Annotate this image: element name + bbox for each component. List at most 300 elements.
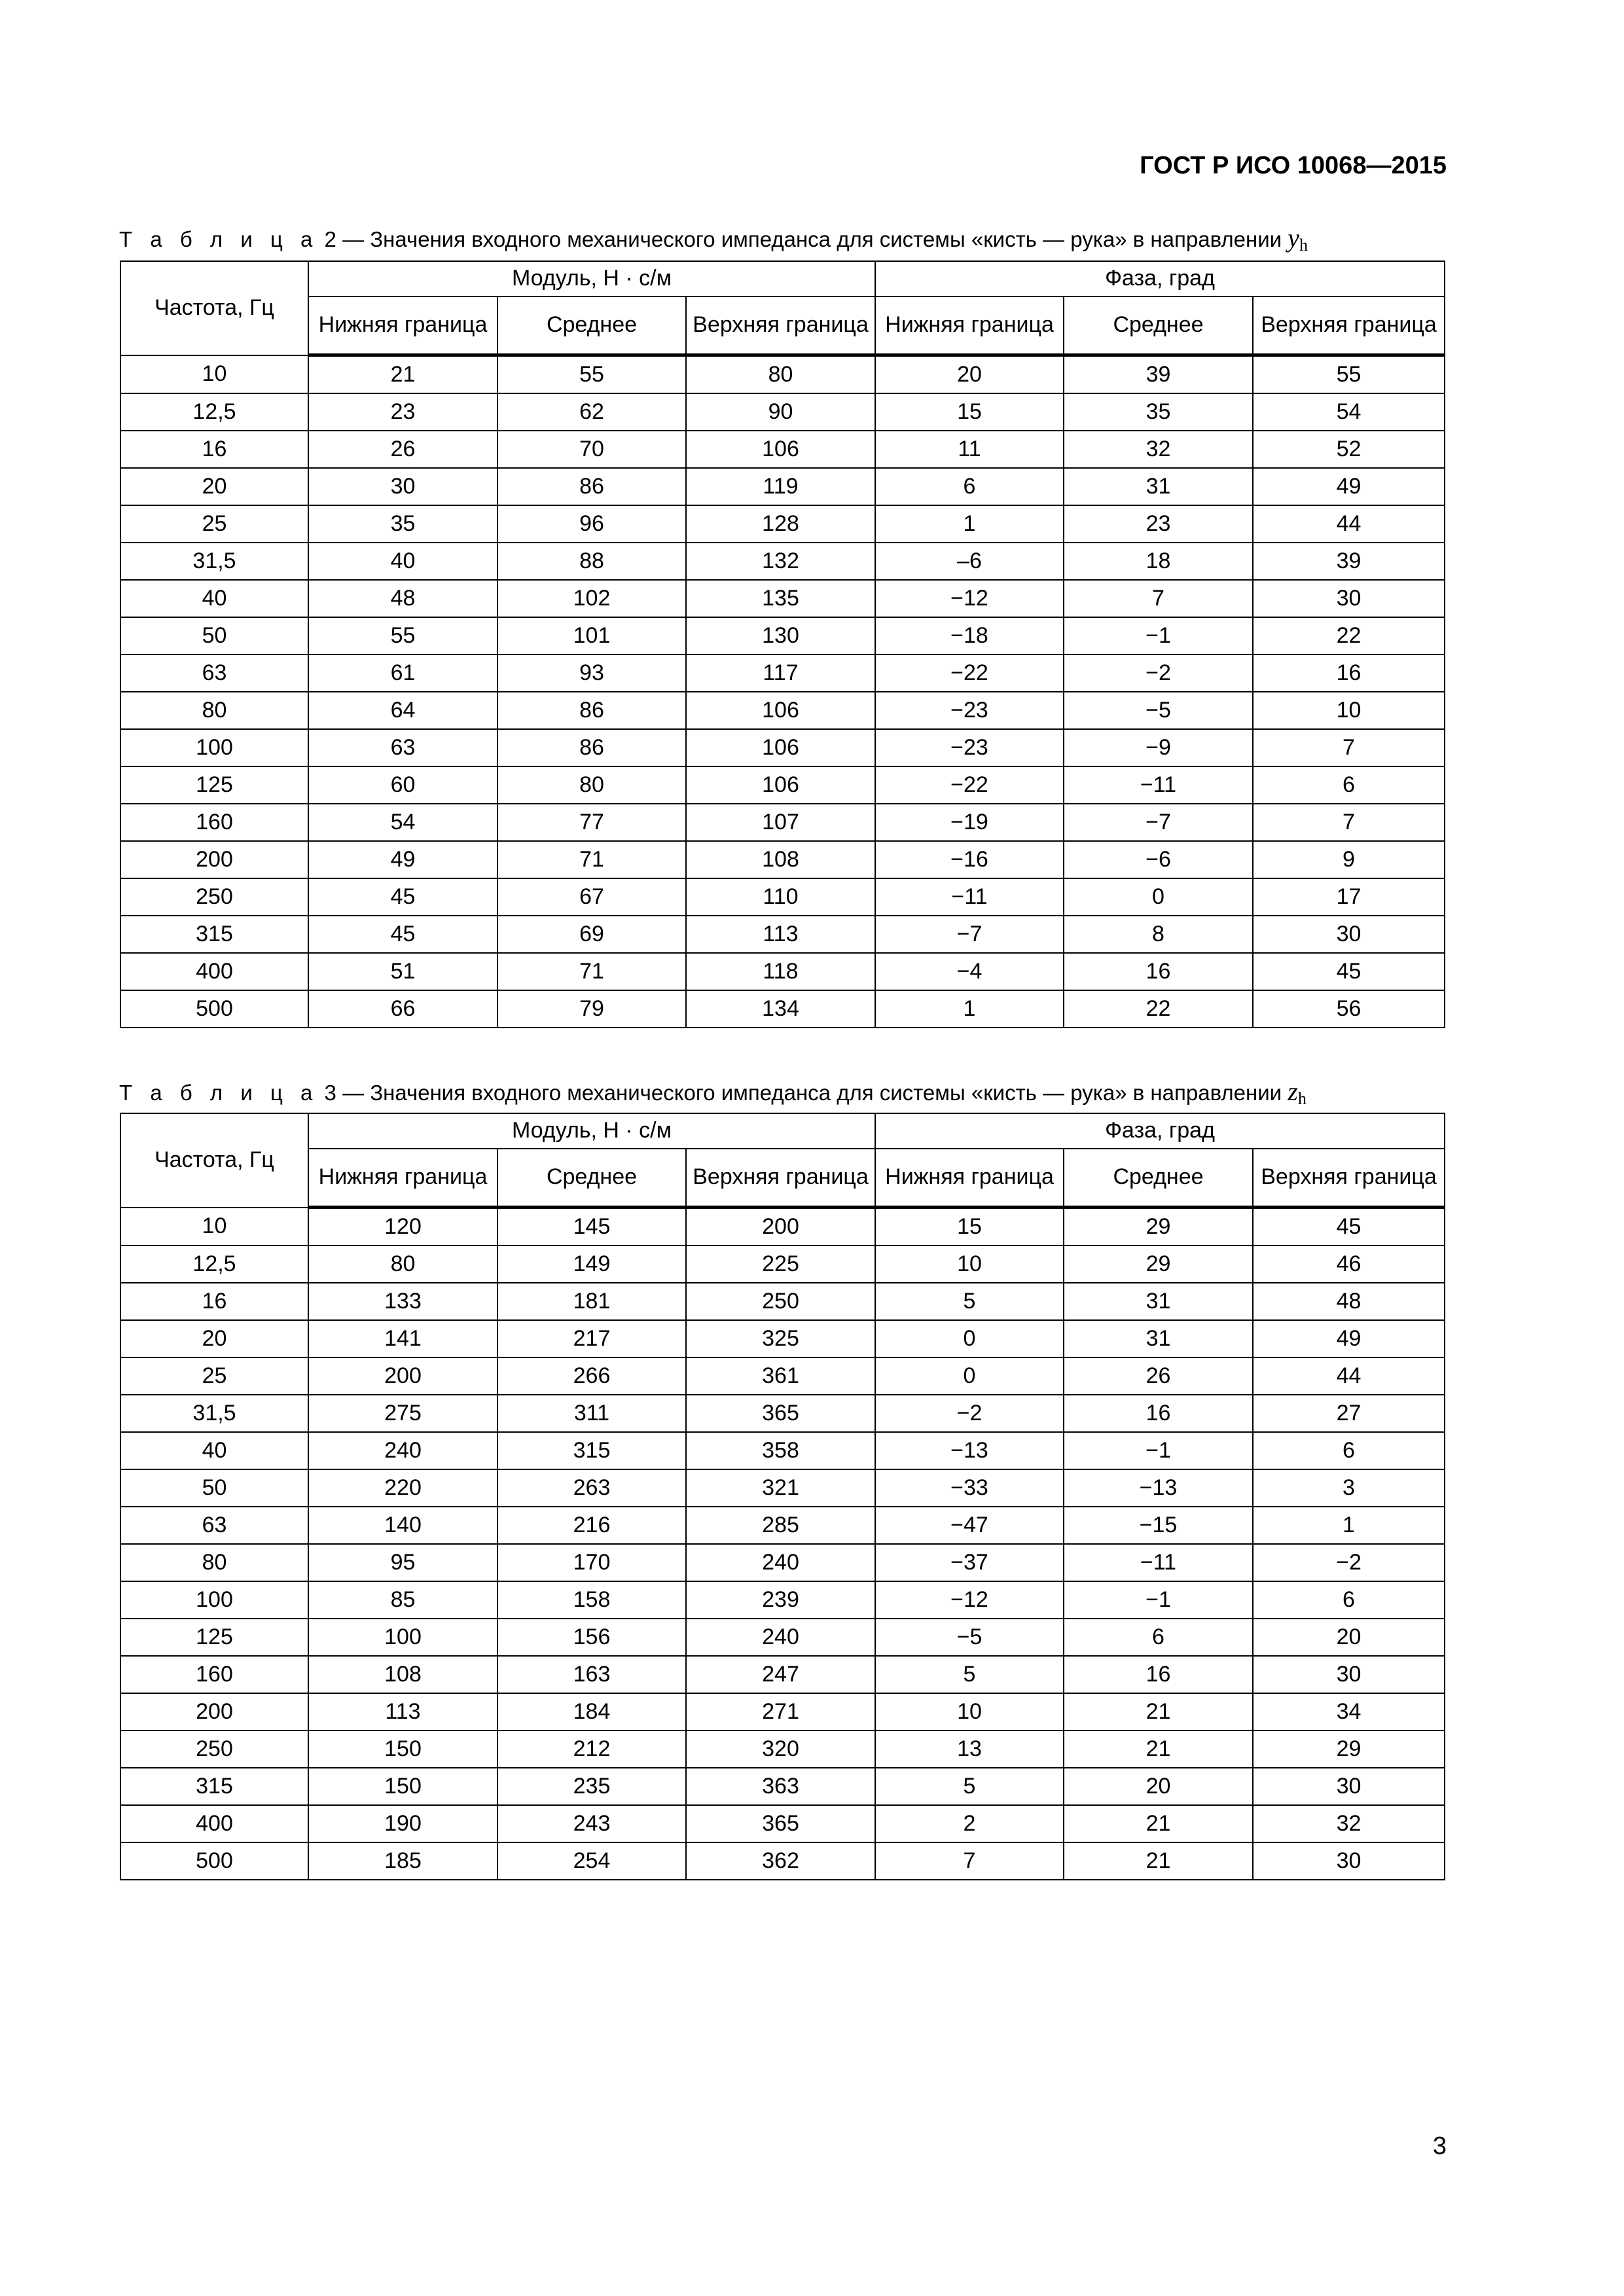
document-header: ГОСТ Р ИСО 10068—2015 bbox=[1140, 152, 1447, 179]
table-cell: 26 bbox=[1064, 1357, 1253, 1395]
table-cell: 27 bbox=[1253, 1395, 1445, 1432]
table-cell: 5 bbox=[875, 1283, 1064, 1320]
table-row bbox=[120, 1395, 1445, 1432]
table-cell: 3 bbox=[1253, 1469, 1445, 1507]
table-cell: 134 bbox=[686, 990, 875, 1028]
table-cell: 39 bbox=[1253, 543, 1445, 580]
page-number: 3 bbox=[1432, 2132, 1447, 2160]
table-cell: −15 bbox=[1064, 1507, 1253, 1544]
table-cell: 35 bbox=[308, 505, 497, 543]
table-label: Т а б л и ц а bbox=[119, 1081, 319, 1105]
table-cell: 79 bbox=[497, 990, 686, 1028]
table-cell: –6 bbox=[875, 543, 1064, 580]
table-row bbox=[120, 1283, 1445, 1320]
table-cell: 50 bbox=[120, 1469, 308, 1507]
table-cell: 7 bbox=[1253, 804, 1445, 841]
table-row bbox=[120, 990, 1445, 1028]
table-cell: 184 bbox=[497, 1693, 686, 1731]
table-cell: 361 bbox=[686, 1357, 875, 1395]
table-cell: 6 bbox=[1253, 766, 1445, 804]
table-row bbox=[120, 841, 1445, 878]
table-cell: −12 bbox=[875, 580, 1064, 617]
table-cell: 50 bbox=[120, 617, 308, 655]
table-cell: 21 bbox=[308, 355, 497, 394]
table-cell: 21 bbox=[1064, 1842, 1253, 1880]
table-cell: 16 bbox=[1064, 1656, 1253, 1693]
table-cell: 39 bbox=[1064, 355, 1253, 394]
table-cell: 62 bbox=[497, 393, 686, 431]
table-cell: 51 bbox=[308, 953, 497, 990]
table-cell: 40 bbox=[120, 580, 308, 617]
table-cell: 31,5 bbox=[120, 543, 308, 580]
table-row bbox=[120, 1768, 1445, 1805]
header-frequency: Частота, Гц bbox=[120, 261, 308, 355]
table-cell: 35 bbox=[1064, 393, 1253, 431]
table-cell: −5 bbox=[875, 1619, 1064, 1656]
table-cell: 315 bbox=[120, 1768, 308, 1805]
table-cell: 106 bbox=[686, 766, 875, 804]
table-row bbox=[120, 766, 1445, 804]
table-cell: −1 bbox=[1064, 1581, 1253, 1619]
table-cell: 12,5 bbox=[120, 1246, 308, 1283]
table-cell: 49 bbox=[1253, 1320, 1445, 1357]
table-cell: 311 bbox=[497, 1395, 686, 1432]
table-cell: 125 bbox=[120, 766, 308, 804]
table-cell: −13 bbox=[1064, 1469, 1253, 1507]
table-row bbox=[120, 468, 1445, 505]
table-cell: 20 bbox=[1253, 1619, 1445, 1656]
table-row bbox=[120, 878, 1445, 916]
table-cell: 45 bbox=[308, 916, 497, 953]
table-cell: 95 bbox=[308, 1544, 497, 1581]
header-phase-mean: Среднее bbox=[1064, 1149, 1253, 1208]
header-phase-lower: Нижняя граница bbox=[875, 1149, 1064, 1208]
table-cell: 220 bbox=[308, 1469, 497, 1507]
table-cell: 29 bbox=[1064, 1208, 1253, 1246]
table-cell: 54 bbox=[308, 804, 497, 841]
table-cell: 63 bbox=[308, 729, 497, 766]
table-cell: 32 bbox=[1064, 431, 1253, 468]
table-cell: 86 bbox=[497, 692, 686, 729]
table-cell: 48 bbox=[308, 580, 497, 617]
table-cell: 49 bbox=[1253, 468, 1445, 505]
table-cell: 31,5 bbox=[120, 1395, 308, 1432]
table-cell: 120 bbox=[308, 1208, 497, 1246]
table-cell: 365 bbox=[686, 1395, 875, 1432]
table-cell: 23 bbox=[1064, 505, 1253, 543]
table-caption-text: — Значения входного механического импеданса для системы «кисть — рука» в направлении bbox=[336, 227, 1288, 251]
table-row bbox=[120, 1320, 1445, 1357]
table-cell: −11 bbox=[1064, 1544, 1253, 1581]
table-cell: 100 bbox=[120, 729, 308, 766]
table-cell: 46 bbox=[1253, 1246, 1445, 1283]
header-modulus-mean: Среднее bbox=[497, 1149, 686, 1208]
table-row bbox=[120, 1507, 1445, 1544]
table-cell: 400 bbox=[120, 1805, 308, 1842]
direction-symbol: $z_h$ bbox=[1288, 1077, 1307, 1108]
table-cell: 100 bbox=[120, 1581, 308, 1619]
table-number: 2 bbox=[324, 227, 336, 251]
table-row bbox=[120, 1693, 1445, 1731]
table-row bbox=[120, 729, 1445, 766]
table-cell: 15 bbox=[875, 1208, 1064, 1246]
table-cell: 320 bbox=[686, 1731, 875, 1768]
table-cell: 63 bbox=[120, 1507, 308, 1544]
table-cell: 86 bbox=[497, 468, 686, 505]
table-row bbox=[120, 1469, 1445, 1507]
table-3-caption bbox=[119, 1076, 1307, 1109]
table-cell: 358 bbox=[686, 1432, 875, 1469]
table-2-caption bbox=[119, 223, 1308, 255]
table-cell: 90 bbox=[686, 393, 875, 431]
table-cell: 2 bbox=[875, 1805, 1064, 1842]
table-cell: 118 bbox=[686, 953, 875, 990]
table-cell: −13 bbox=[875, 1432, 1064, 1469]
table-cell: −11 bbox=[1064, 766, 1253, 804]
table-cell: 150 bbox=[308, 1731, 497, 1768]
table-cell: 106 bbox=[686, 692, 875, 729]
table-cell: 1 bbox=[1253, 1507, 1445, 1544]
table-cell: 275 bbox=[308, 1395, 497, 1432]
table-cell: −4 bbox=[875, 953, 1064, 990]
table-cell: 80 bbox=[686, 355, 875, 394]
table-cell: 365 bbox=[686, 1805, 875, 1842]
table-cell: 133 bbox=[308, 1283, 497, 1320]
table-cell: 113 bbox=[308, 1693, 497, 1731]
header-phase-upper: Верхняя граница bbox=[1253, 1149, 1445, 1208]
table-cell: 45 bbox=[1253, 953, 1445, 990]
table-cell: 266 bbox=[497, 1357, 686, 1395]
table-cell: 250 bbox=[120, 1731, 308, 1768]
header-phase-lower: Нижняя граница bbox=[875, 296, 1064, 355]
table-cell: −2 bbox=[875, 1395, 1064, 1432]
table-row bbox=[120, 1208, 1445, 1246]
table-cell: 110 bbox=[686, 878, 875, 916]
table-cell: 9 bbox=[1253, 841, 1445, 878]
table-cell: 149 bbox=[497, 1246, 686, 1283]
header-phase-mean: Среднее bbox=[1064, 296, 1253, 355]
table-row bbox=[120, 1731, 1445, 1768]
table-cell: 0 bbox=[875, 1320, 1064, 1357]
table-cell: −16 bbox=[875, 841, 1064, 878]
table-cell: 250 bbox=[686, 1283, 875, 1320]
header-phase-upper: Верхняя граница bbox=[1253, 296, 1445, 355]
table-cell: −1 bbox=[1064, 1432, 1253, 1469]
table-row bbox=[120, 804, 1445, 841]
table-cell: 16 bbox=[1064, 953, 1253, 990]
table-cell: 113 bbox=[686, 916, 875, 953]
table-cell: 67 bbox=[497, 878, 686, 916]
table-cell: −9 bbox=[1064, 729, 1253, 766]
impedance-table-z bbox=[120, 1113, 1445, 1880]
table-cell: 321 bbox=[686, 1469, 875, 1507]
table-cell: 45 bbox=[308, 878, 497, 916]
table-cell: 158 bbox=[497, 1581, 686, 1619]
table-cell: 16 bbox=[120, 1283, 308, 1320]
table-cell: 10 bbox=[120, 355, 308, 394]
table-cell: 315 bbox=[120, 916, 308, 953]
table-cell: 285 bbox=[686, 1507, 875, 1544]
table-cell: 10 bbox=[120, 1208, 308, 1246]
table-cell: 5 bbox=[875, 1768, 1064, 1805]
table-cell: 125 bbox=[120, 1619, 308, 1656]
table-cell: 30 bbox=[1253, 916, 1445, 953]
table-cell: 10 bbox=[875, 1246, 1064, 1283]
table-row bbox=[120, 431, 1445, 468]
table-cell: 71 bbox=[497, 841, 686, 878]
table-row bbox=[120, 916, 1445, 953]
table-row bbox=[120, 543, 1445, 580]
table-row bbox=[120, 1805, 1445, 1842]
table-cell: 216 bbox=[497, 1507, 686, 1544]
table-cell: −23 bbox=[875, 692, 1064, 729]
table-cell: −18 bbox=[875, 617, 1064, 655]
table-cell: 55 bbox=[308, 617, 497, 655]
table-cell: 135 bbox=[686, 580, 875, 617]
table-cell: 250 bbox=[120, 878, 308, 916]
header-frequency: Частота, Гц bbox=[120, 1113, 308, 1208]
table-cell: 45 bbox=[1253, 1208, 1445, 1246]
table-cell: 60 bbox=[308, 766, 497, 804]
table-cell: −2 bbox=[1064, 655, 1253, 692]
table-cell: 21 bbox=[1064, 1731, 1253, 1768]
table-cell: 160 bbox=[120, 804, 308, 841]
table-row bbox=[120, 1432, 1445, 1469]
table-cell: 100 bbox=[308, 1619, 497, 1656]
table-row bbox=[120, 1619, 1445, 1656]
table-cell: 16 bbox=[120, 431, 308, 468]
table-cell: 243 bbox=[497, 1805, 686, 1842]
table-cell: 30 bbox=[1253, 580, 1445, 617]
table-cell: 240 bbox=[686, 1544, 875, 1581]
table-cell: 18 bbox=[1064, 543, 1253, 580]
table-row bbox=[120, 1357, 1445, 1395]
table-cell: 190 bbox=[308, 1805, 497, 1842]
table-cell: 240 bbox=[308, 1432, 497, 1469]
table-row bbox=[120, 953, 1445, 990]
table-cell: 156 bbox=[497, 1619, 686, 1656]
table-cell: 141 bbox=[308, 1320, 497, 1357]
table-cell: 54 bbox=[1253, 393, 1445, 431]
header-phase: Фаза, град bbox=[875, 261, 1445, 296]
table-cell: −33 bbox=[875, 1469, 1064, 1507]
direction-symbol: $y_h$ bbox=[1288, 223, 1308, 255]
table-cell: 80 bbox=[120, 1544, 308, 1581]
table-cell: 200 bbox=[308, 1357, 497, 1395]
table-cell: 7 bbox=[1064, 580, 1253, 617]
table-cell: 6 bbox=[1253, 1581, 1445, 1619]
table-row bbox=[120, 580, 1445, 617]
table-cell: 30 bbox=[308, 468, 497, 505]
table-cell: 55 bbox=[497, 355, 686, 394]
table-cell: 271 bbox=[686, 1693, 875, 1731]
table-cell: −7 bbox=[875, 916, 1064, 953]
table-cell: 34 bbox=[1253, 1693, 1445, 1731]
table-cell: 362 bbox=[686, 1842, 875, 1880]
table-cell: 13 bbox=[875, 1731, 1064, 1768]
table-cell: 8 bbox=[1064, 916, 1253, 953]
table-cell: −23 bbox=[875, 729, 1064, 766]
table-cell: 185 bbox=[308, 1842, 497, 1880]
table-cell: 64 bbox=[308, 692, 497, 729]
table-cell: −22 bbox=[875, 766, 1064, 804]
table-row bbox=[120, 692, 1445, 729]
table-cell: 22 bbox=[1064, 990, 1253, 1028]
table-cell: 150 bbox=[308, 1768, 497, 1805]
table-cell: 200 bbox=[120, 841, 308, 878]
table-row bbox=[120, 505, 1445, 543]
table-cell: 212 bbox=[497, 1731, 686, 1768]
table-cell: 30 bbox=[1253, 1768, 1445, 1805]
table-cell: 10 bbox=[875, 1693, 1064, 1731]
table-cell: −47 bbox=[875, 1507, 1064, 1544]
table-cell: 6 bbox=[875, 468, 1064, 505]
table-cell: 181 bbox=[497, 1283, 686, 1320]
table-cell: 30 bbox=[1253, 1656, 1445, 1693]
header-phase: Фаза, град bbox=[875, 1113, 1445, 1149]
table-cell: 80 bbox=[497, 766, 686, 804]
table-row bbox=[120, 655, 1445, 692]
table-row bbox=[120, 1656, 1445, 1693]
table-cell: 77 bbox=[497, 804, 686, 841]
table-cell: 106 bbox=[686, 729, 875, 766]
table-row bbox=[120, 393, 1445, 431]
table-caption-text: — Значения входного механического импеданса для системы «кисть — рука» в направлении bbox=[336, 1081, 1288, 1105]
table-cell: 10 bbox=[1253, 692, 1445, 729]
table-cell: 21 bbox=[1064, 1693, 1253, 1731]
table-row bbox=[120, 355, 1445, 394]
table-cell: 225 bbox=[686, 1246, 875, 1283]
table-cell: 56 bbox=[1253, 990, 1445, 1028]
table-cell: 61 bbox=[308, 655, 497, 692]
table-label: Т а б л и ц а bbox=[119, 227, 319, 251]
header-modulus-mean: Среднее bbox=[497, 296, 686, 355]
table-cell: −19 bbox=[875, 804, 1064, 841]
table-cell: 40 bbox=[308, 543, 497, 580]
table-cell: 6 bbox=[1064, 1619, 1253, 1656]
table-cell: −6 bbox=[1064, 841, 1253, 878]
table-cell: 400 bbox=[120, 953, 308, 990]
table-cell: 44 bbox=[1253, 1357, 1445, 1395]
table-row bbox=[120, 617, 1445, 655]
table-cell: 200 bbox=[686, 1208, 875, 1246]
table-cell: −1 bbox=[1064, 617, 1253, 655]
table-cell: 31 bbox=[1064, 1283, 1253, 1320]
table-cell: 31 bbox=[1064, 1320, 1253, 1357]
table-cell: 40 bbox=[120, 1432, 308, 1469]
table-cell: 6 bbox=[1253, 1432, 1445, 1469]
table-cell: 16 bbox=[1064, 1395, 1253, 1432]
table-cell: 63 bbox=[120, 655, 308, 692]
table-cell: 119 bbox=[686, 468, 875, 505]
table-row bbox=[120, 1544, 1445, 1581]
table-cell: 29 bbox=[1064, 1246, 1253, 1283]
table-cell: 20 bbox=[120, 1320, 308, 1357]
table-cell: −5 bbox=[1064, 692, 1253, 729]
table-cell: 96 bbox=[497, 505, 686, 543]
table-cell: 52 bbox=[1253, 431, 1445, 468]
table-cell: 48 bbox=[1253, 1283, 1445, 1320]
table-cell: 128 bbox=[686, 505, 875, 543]
table-cell: −22 bbox=[875, 655, 1064, 692]
table-cell: 20 bbox=[120, 468, 308, 505]
table-cell: 7 bbox=[1253, 729, 1445, 766]
table-cell: 26 bbox=[308, 431, 497, 468]
table-cell: 0 bbox=[1064, 878, 1253, 916]
table-cell: 170 bbox=[497, 1544, 686, 1581]
table-cell: 71 bbox=[497, 953, 686, 990]
table-cell: 11 bbox=[875, 431, 1064, 468]
header-modulus: Модуль, Н · с/м bbox=[308, 261, 875, 296]
table-row bbox=[120, 1246, 1445, 1283]
table-cell: 12,5 bbox=[120, 393, 308, 431]
table-cell: 363 bbox=[686, 1768, 875, 1805]
table-cell: 132 bbox=[686, 543, 875, 580]
table-cell: 235 bbox=[497, 1768, 686, 1805]
table-cell: 117 bbox=[686, 655, 875, 692]
table-row bbox=[120, 1842, 1445, 1880]
table-cell: 325 bbox=[686, 1320, 875, 1357]
table-cell: 85 bbox=[308, 1581, 497, 1619]
table-cell: −37 bbox=[875, 1544, 1064, 1581]
table-cell: 263 bbox=[497, 1469, 686, 1507]
header-modulus: Модуль, Н · с/м bbox=[308, 1113, 875, 1149]
header-modulus-upper: Верхняя граница bbox=[686, 1149, 875, 1208]
table-cell: 93 bbox=[497, 655, 686, 692]
table-cell: 108 bbox=[308, 1656, 497, 1693]
table-cell: 16 bbox=[1253, 655, 1445, 692]
table-cell: 5 bbox=[875, 1656, 1064, 1693]
table-cell: 160 bbox=[120, 1656, 308, 1693]
table-cell: 145 bbox=[497, 1208, 686, 1246]
table-cell: 29 bbox=[1253, 1731, 1445, 1768]
table-cell: 88 bbox=[497, 543, 686, 580]
table-cell: 108 bbox=[686, 841, 875, 878]
table-cell: 86 bbox=[497, 729, 686, 766]
table-cell: 107 bbox=[686, 804, 875, 841]
table-cell: 66 bbox=[308, 990, 497, 1028]
table-cell: 254 bbox=[497, 1842, 686, 1880]
header-modulus-upper: Верхняя граница bbox=[686, 296, 875, 355]
table-cell: 101 bbox=[497, 617, 686, 655]
table-cell: 15 bbox=[875, 393, 1064, 431]
table-cell: 163 bbox=[497, 1656, 686, 1693]
table-cell: 44 bbox=[1253, 505, 1445, 543]
table-cell: 31 bbox=[1064, 468, 1253, 505]
table-cell: −7 bbox=[1064, 804, 1253, 841]
table-cell: 239 bbox=[686, 1581, 875, 1619]
table-cell: 25 bbox=[120, 1357, 308, 1395]
table-cell: 7 bbox=[875, 1842, 1064, 1880]
header-modulus-lower: Нижняя граница bbox=[308, 1149, 497, 1208]
table-cell: 200 bbox=[120, 1693, 308, 1731]
table-cell: 80 bbox=[120, 692, 308, 729]
table-cell: 80 bbox=[308, 1246, 497, 1283]
table-cell: 1 bbox=[875, 990, 1064, 1028]
table-cell: 315 bbox=[497, 1432, 686, 1469]
table-cell: 21 bbox=[1064, 1805, 1253, 1842]
table-cell: 25 bbox=[120, 505, 308, 543]
table-cell: 20 bbox=[1064, 1768, 1253, 1805]
table-cell: 55 bbox=[1253, 355, 1445, 394]
table-cell: 140 bbox=[308, 1507, 497, 1544]
table-cell: −11 bbox=[875, 878, 1064, 916]
table-cell: 240 bbox=[686, 1619, 875, 1656]
table-cell: 247 bbox=[686, 1656, 875, 1693]
table-row bbox=[120, 1581, 1445, 1619]
table-cell: 69 bbox=[497, 916, 686, 953]
table-cell: −2 bbox=[1253, 1544, 1445, 1581]
